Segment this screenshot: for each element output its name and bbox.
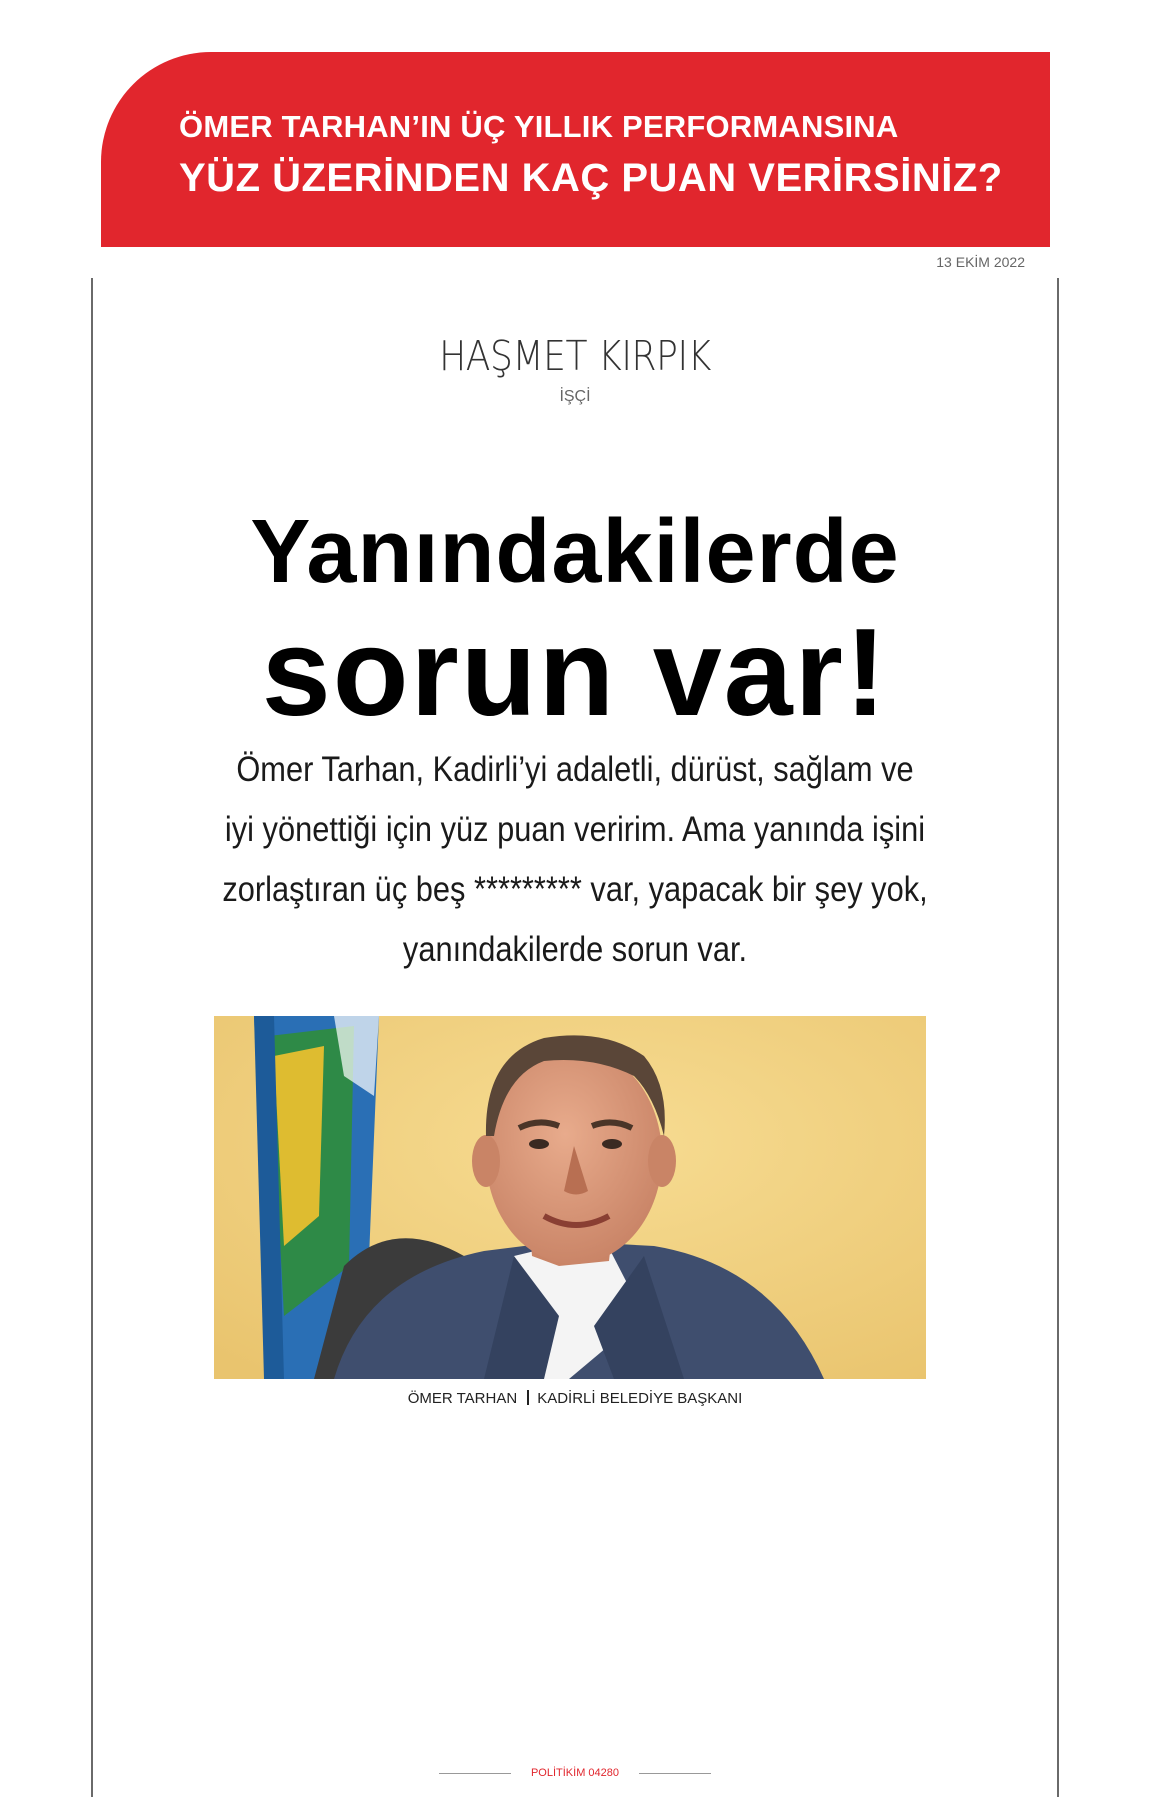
footer-rule-right xyxy=(639,1773,711,1774)
lead-line: Ömer Tarhan, Kadirli’yi adaletli, dürüst, sağlam ve xyxy=(236,750,914,789)
portrait-illustration xyxy=(214,1016,926,1379)
caption-person-name: ÖMER TARHAN xyxy=(407,1390,518,1407)
banner-question-line1: ÖMER TARHAN’IN ÜÇ YILLIK PERFORMANSINA xyxy=(179,109,899,144)
page-footer xyxy=(0,1767,1150,1779)
headline-line2: sorun var! xyxy=(261,604,889,742)
publication-date: 13 EKİM 2022 xyxy=(936,254,1025,270)
caption-separator xyxy=(527,1390,529,1405)
footer-label: POLİTİKİM 04280 xyxy=(530,1767,620,1779)
footer-rule-left xyxy=(439,1773,511,1774)
photo-caption xyxy=(0,1390,1150,1407)
caption-person-title: KADİRLİ BELEDİYE BAŞKANI xyxy=(537,1390,743,1407)
portrait-photo xyxy=(214,1016,926,1379)
headline-line1: Yanındakilerde xyxy=(250,502,900,602)
lead-line: iyi yönettiği için yüz puan veririm. Ama yanında işini xyxy=(224,810,926,849)
banner-question-line2: YÜZ ÜZERİNDEN KAÇ PUAN VERİRSİNİZ? xyxy=(179,156,1003,200)
lead-line: yanındakilerde sorun var. xyxy=(402,930,748,969)
author-name: HAŞMET KIRPIK xyxy=(439,332,711,380)
lead-line: zorlaştıran üç beş ********* var, yapacak bir şey yok, xyxy=(222,870,928,909)
headline-banner xyxy=(101,52,1050,247)
lead-quote xyxy=(192,740,958,980)
author-role: İŞÇİ xyxy=(559,388,591,405)
